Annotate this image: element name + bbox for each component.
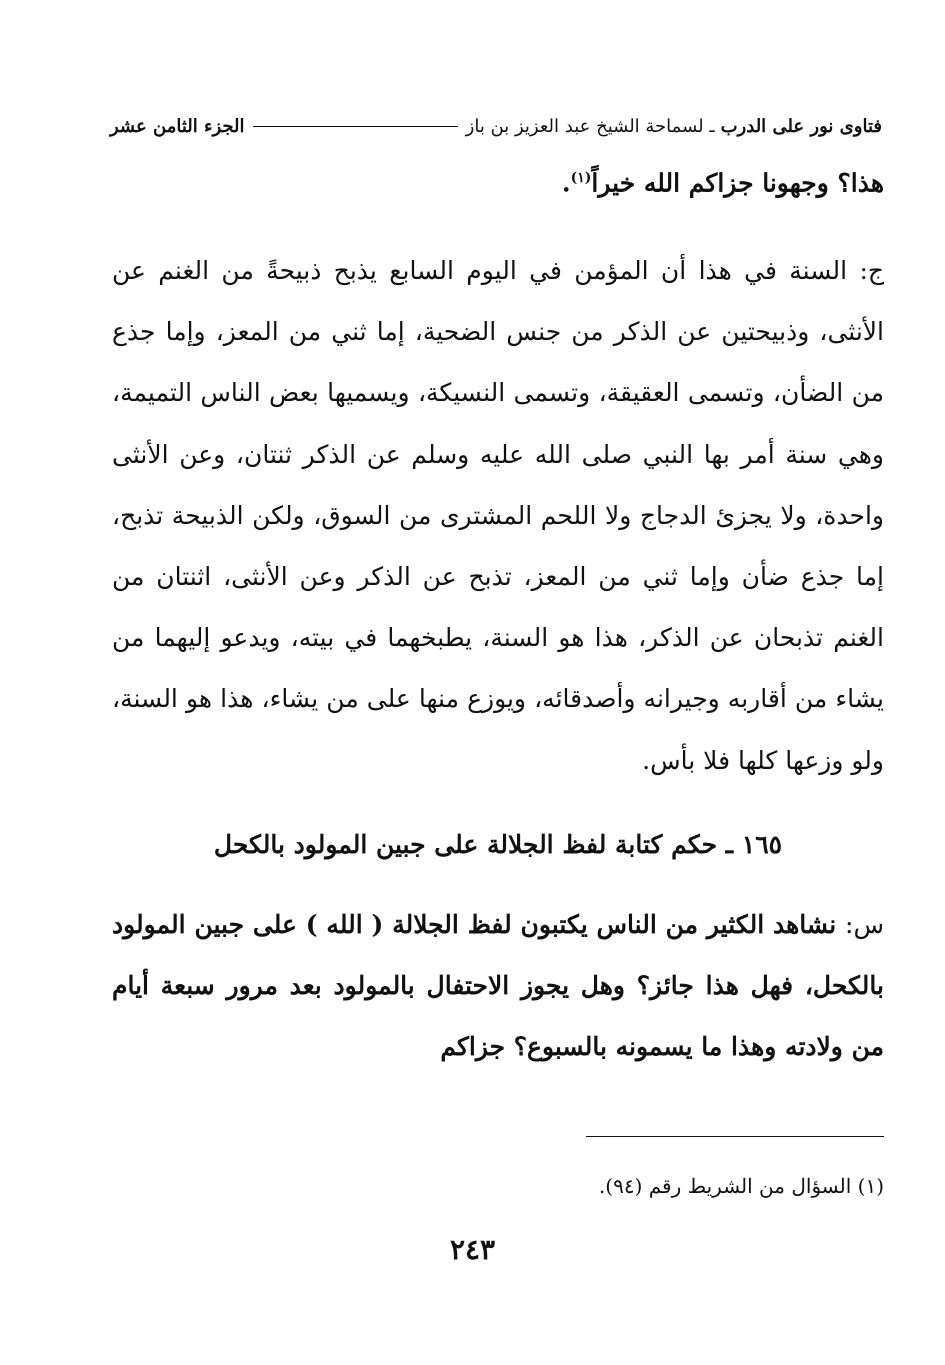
question-continuation-end: .	[561, 168, 571, 198]
running-header	[110, 106, 882, 146]
question-continuation-text: هذا؟ وجهونا جزاكم الله خيراً	[591, 168, 884, 198]
volume-part: الجزء الثامن عشر	[110, 115, 245, 137]
page-number: ٢٤٣	[449, 1233, 496, 1266]
footnote-separator	[586, 1136, 884, 1137]
question-paragraph	[112, 894, 884, 1077]
answer-text: السنة في هذا أن المؤمن في اليوم السابع يذبح ذبيحةً من الغنم عن الأنثى، وذبيحتين عن الذكر من جنس الضحية، إما ثني من المعز، وإما جذع من الضأن، وتسمى العقيقة، وتسمى النسيكة، ويسميها بعض الناس التميمة، وهي سنة أمر بها النبي صلى الله عليه وسلم عن الذكر ثنتان، وعن الأنثى واحدة، ولا يجزئ الدجاج ولا اللحم المشترى من السوق، ولكن الذبيحة تذبح، إما جذع ضأن وإما ثني من المعز، تذبح عن الذكر وعن الأنثى، اثنتان من الغنم تذبحان عن الذكر، هذا هو السنة، يطبخهما في بيته، ويدعو إليهما من يشاء من أقاربه وجيرانه وأصدقائه، ويوزع منها على من يشاء، هذا هو السنة، ولو وزعها كلها فلا بأس.	[112, 256, 884, 775]
section-heading: ١٦٥ ـ حكم كتابة لفظ الجلالة على جبين المولود بالكحل	[213, 830, 783, 859]
footnote: (١) السؤال من الشريط رقم (٩٤).	[598, 1174, 884, 1198]
answer-label: ج:	[859, 256, 884, 285]
book-series-title: فتاوى نور على الدرب	[720, 115, 882, 137]
answer-paragraph	[112, 240, 884, 791]
question-label: س:	[845, 910, 884, 939]
question-text: نشاهد الكثير من الناس يكتبون لفظ الجلالة ( الله ) على جبين المولود بالكحل، فهل هذا جائز؟ وهل يجوز الاحتفال بالمولود بعد مرور سبعة أيام من ولادته وهذا ما يسمونه بالسبوع؟ جزاكم	[112, 910, 884, 1061]
question-continuation	[112, 150, 884, 211]
header-rule	[253, 126, 458, 127]
author-name: ـ لسماحة الشيخ عبد العزيز بن باز	[465, 115, 715, 137]
footnote-marker: (١)	[570, 170, 592, 186]
